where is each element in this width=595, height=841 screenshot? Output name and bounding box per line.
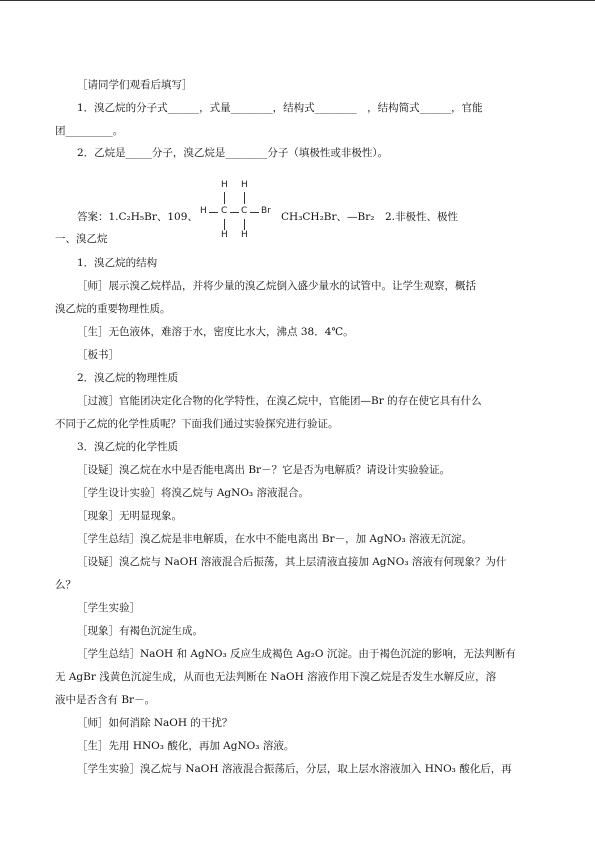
question-line: ［设疑］溴乙烷在水中是否能电离出 Br－？它是否为电解质？请设计实验验证。: [77, 464, 451, 476]
question-1-cont: 团_________。: [55, 125, 124, 137]
struct-bot-h2: H: [241, 230, 248, 240]
bond: [224, 219, 225, 230]
student-experiment-line: ［学生实验］溴乙烷与 NaOH 溶液混合振荡后，分层，取上层水溶液加入 HNO₃ 酸化后，再: [77, 763, 512, 775]
teacher-line: ［师］展示溴乙烷样品，并将少量的溴乙烷倒入盛少量水的试管中。让学生观察，概括: [77, 280, 476, 292]
phenomenon-line-2: ［现象］有褐色沉淀生成。: [77, 625, 203, 637]
subsection-1: 1．溴乙烷的结构: [77, 257, 158, 269]
bond: [230, 212, 239, 213]
subsection-2: 2．溴乙烷的物理性质: [77, 372, 179, 384]
summary-line-2: ［学生总结］NaOH 和 AgNO₃ 反应生成褐色 Ag₂O 沉淀。由于褐色沉淀的影响，无法判断有: [77, 648, 516, 660]
bond: [209, 212, 218, 213]
bond: [250, 212, 259, 213]
summary-line-2-cont: 无 AgBr 浅黄色沉淀生成，从而也无法判断在 NaOH 溶液作用下溴乙烷是否发生水解反应，溶: [55, 671, 497, 683]
student-line: ［生］无色液体，难溶于水，密度比水大，沸点 38．4℃。: [77, 326, 354, 338]
section-heading: 一、溴乙烷: [55, 233, 108, 245]
subsection-3: 3．溴乙烷的化学性质: [77, 441, 179, 453]
answer-label: 答案：1.C₂H₅Br、109、: [77, 211, 198, 223]
question-line-2-cont: 么？: [55, 579, 76, 591]
bond: [244, 219, 245, 230]
student-experiment-label: ［学生实验］: [77, 602, 140, 614]
board-label: ［板书］: [77, 349, 119, 361]
struct-top-h1: H: [221, 180, 228, 190]
design-experiment-line: ［学生设计实验］将溴乙烷与 AgNO₃ 溶液混合。: [77, 487, 309, 499]
prompt-heading: ［请同学们观看后填写］: [77, 79, 193, 91]
teacher-question: ［师］如何消除 NaOH 的干扰？: [77, 717, 233, 729]
bond: [244, 192, 245, 204]
transition-line: ［过渡］官能团决定化合物的化学特性，在溴乙烷中，官能团—Br 的存在使它具有什么: [77, 395, 482, 407]
bond: [224, 192, 225, 204]
student-answer: ［生］先用 HNO₃ 酸化，再加 AgNO₃ 溶液。: [77, 740, 295, 752]
page-top-rule: [0, 0, 595, 1]
summary-line: ［学生总结］溴乙烷是非电解质，在水中不能电离出 Br－，加 AgNO₃ 溶液无沉淀。: [77, 533, 473, 545]
teacher-line-cont: 溴乙烷的重要物理性质。: [55, 303, 171, 315]
question-1: 1．溴乙烷的分子式______，式量________，结构式________ ，结构简式______，官能: [77, 102, 483, 114]
summary-line-2-end: 液中是否含有 Br－。: [55, 694, 156, 706]
struct-left-h: H: [200, 206, 207, 216]
answer-rest: CH₃CH₂Br、—Br₂ 2.非极性、极性: [281, 211, 458, 223]
structural-formula: [197, 178, 277, 244]
struct-br: Br: [261, 206, 271, 216]
struct-bot-h1: H: [221, 230, 228, 240]
question-line-2: ［设疑］溴乙烷与 NaOH 溶液混合后振荡，其上层清液直接加 AgNO₃ 溶液有何现象？为什: [77, 556, 507, 568]
struct-c1: C: [221, 206, 228, 216]
phenomenon-line: ［现象］无明显现象。: [77, 510, 182, 522]
question-2: 2．乙烷是_____分子，溴乙烷是________分子（填极性或非极性）。: [77, 147, 389, 159]
struct-c2: C: [241, 206, 248, 216]
transition-line-cont: 不同于乙烷的化学性质呢？下面我们通过实验探究进行验证。: [55, 418, 339, 430]
struct-top-h2: H: [241, 180, 248, 190]
